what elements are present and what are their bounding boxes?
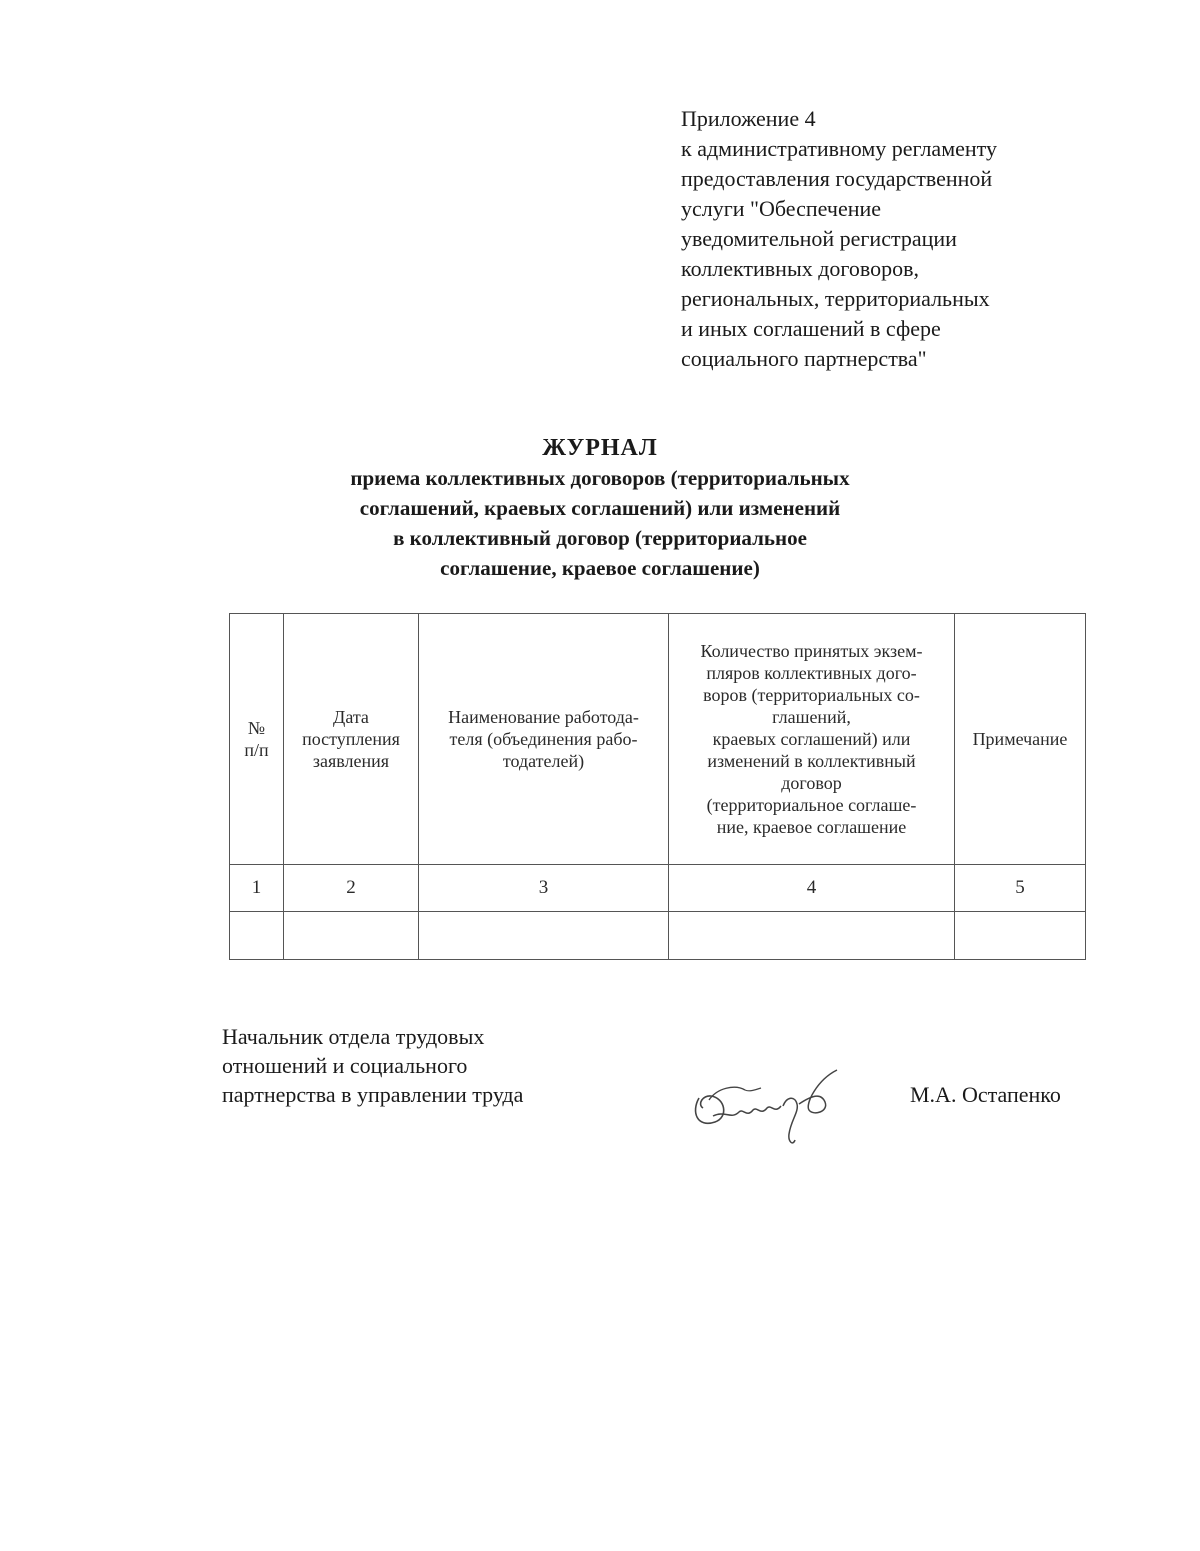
header-line: Наименование работода- (448, 707, 639, 727)
column-number: 2 (284, 865, 419, 912)
journal-subtitle-line: в коллективный договор (территориальное (393, 526, 807, 550)
empty-table-row (230, 912, 1086, 960)
header-line: заявления (312, 751, 390, 771)
header-line: Количество принятых экзем- (700, 641, 923, 661)
appendix-line: социального партнерства" (681, 346, 927, 371)
signatory-position (222, 1022, 523, 1109)
appendix-line: коллективных договоров, (681, 256, 920, 281)
header-line: № (247, 718, 266, 738)
journal-title: ЖУРНАЛ (542, 435, 658, 461)
header-line: пляров коллективных дого- (706, 663, 917, 683)
empty-cell (955, 912, 1086, 960)
journal-subtitle-line: приема коллективных договоров (территориальных (350, 466, 850, 490)
header-line: тодателей) (502, 751, 585, 771)
column-number: 3 (419, 865, 669, 912)
header-line: Дата (333, 707, 369, 727)
header-number (230, 614, 284, 865)
header-date (284, 614, 419, 865)
position-line: Начальник отдела трудовых (222, 1024, 485, 1049)
header-line: глашений, (772, 707, 851, 727)
header-line: (территориальное соглаше- (706, 795, 917, 815)
table-header-row (230, 614, 1086, 865)
header-line: теля (объединения рабо- (449, 729, 638, 749)
journal-subtitle-line: соглашений, краевых соглашений) или изменений (359, 496, 841, 520)
appendix-line: Приложение 4 (681, 106, 816, 131)
position-line: отношений и социального (222, 1053, 468, 1078)
signer-name: М.А. Остапенко (910, 1082, 1061, 1107)
header-note (955, 614, 1086, 865)
header-line: Примечание (972, 729, 1068, 749)
appendix-line: к административному регламенту (681, 136, 997, 161)
appendix-line: уведомительной регистрации (681, 226, 957, 251)
column-number: 4 (669, 865, 955, 912)
header-line: ние, краевое соглашение (716, 817, 907, 837)
header-line: воров (территориальных со- (703, 685, 920, 705)
journal-subtitle-line: соглашение, краевое соглашение) (440, 556, 760, 580)
column-number-row (230, 865, 1086, 912)
column-number: 5 (955, 865, 1086, 912)
header-line: поступления (302, 729, 400, 749)
appendix-line: и иных соглашений в сфере (681, 316, 941, 341)
column-number: 1 (230, 865, 284, 912)
empty-cell (419, 912, 669, 960)
header-copies-count (669, 614, 955, 865)
header-line: краевых соглашений) или (712, 729, 911, 749)
appendix-line: региональных, территориальных (681, 286, 990, 311)
handwritten-signature (685, 1060, 850, 1150)
empty-cell (284, 912, 419, 960)
header-employer (419, 614, 669, 865)
journal-heading (0, 433, 1200, 583)
appendix-line: предоставления государственной (681, 166, 993, 191)
header-line: п/п (244, 740, 269, 760)
header-line: изменений в коллективный (707, 751, 916, 771)
journal-table (229, 613, 1086, 960)
header-line: договор (781, 773, 842, 793)
empty-cell (230, 912, 284, 960)
empty-cell (669, 912, 955, 960)
appendix-note (681, 104, 1081, 374)
appendix-line: услуги "Обеспечение (681, 196, 882, 221)
position-line: партнерства в управлении труда (222, 1082, 524, 1107)
